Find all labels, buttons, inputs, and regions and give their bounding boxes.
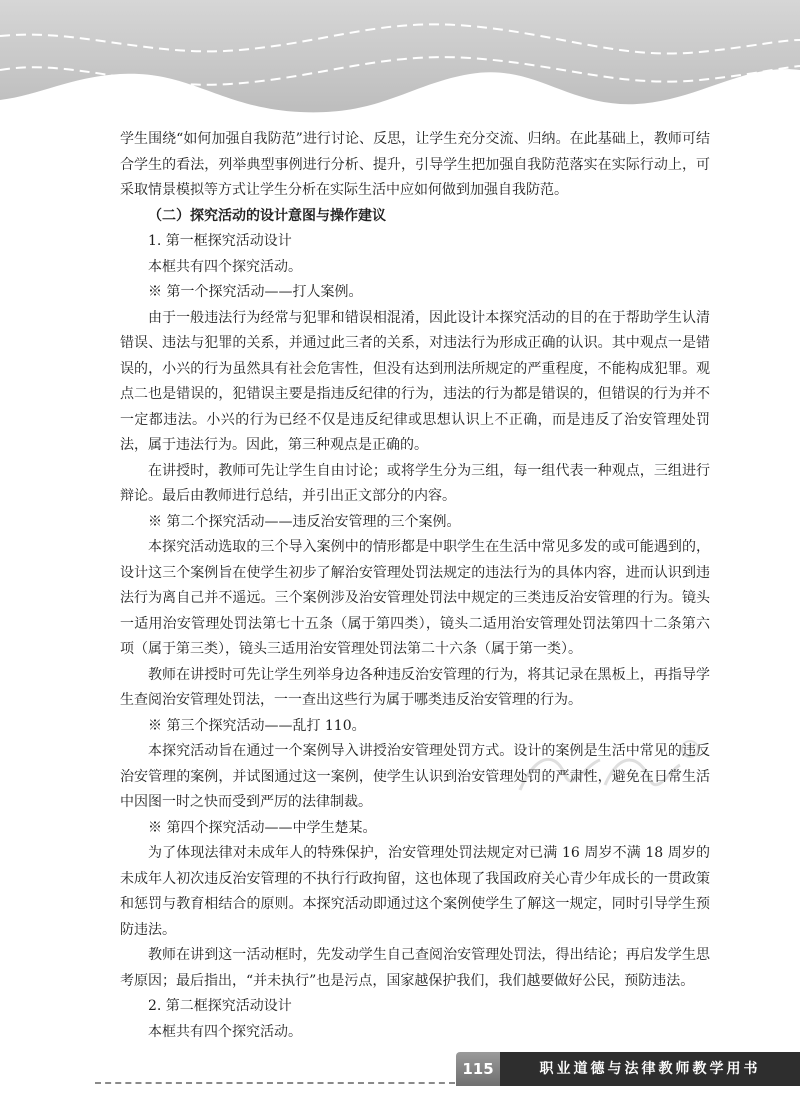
subsection-heading: 1. 第一框探究活动设计	[148, 233, 292, 249]
header-decoration	[0, 0, 800, 125]
paragraph: 由于一般违法行为经常与犯罪和错误相混淆，因此设计本探究活动的目的在于帮助学生认清错误、违法与犯罪的关系，并通过此三者的关系，对违法行为形成正确的认识。其中观点一是错误的，小兴的行为虽然具有社会危害性，但没有达到刑法所规定的严重程度，不能构成犯罪。观点二也是错误的，犯错误主要是指违反纪律的行为，违法的行为都是错误的，但错误的行为并不一定都违法。小兴的行为已经不仅是违反纪律或思想认识上不正确，而是违反了治安管理处罚法，属于违法行为。因此，第三种观点是正确的。	[120, 309, 710, 453]
paragraph: 教师在讲到这一活动框时，先发动学生自己查阅治安管理处罚法，得出结论；再启发学生思考原因；最后指出，“并未执行”也是污点，国家越保护我们，我们越要做好公民，预防违法。	[120, 947, 710, 989]
section-heading: （二）探究活动的设计意图与操作建议	[148, 207, 386, 224]
paragraph: 本框共有四个探究活动。	[148, 258, 302, 275]
page-number: 115	[456, 1052, 500, 1086]
body-text	[120, 127, 710, 1045]
activity-heading: ※ 第三个探究活动——乱打 110。	[148, 717, 366, 734]
activity-heading: ※ 第一个探究活动——打人案例。	[148, 284, 363, 300]
paragraph: 本框共有四个探究活动。	[148, 1023, 302, 1040]
paragraph: 学生围绕“如何加强自我防范”进行讨论、反思，让学生充分交流、归纳。在此基础上，教师可结合学生的看法，列举典型事例进行分析、提升，引导学生把加强自我防范落实在实际行动上，可采取情景模拟等方式让学生分析在实际生活中应如何做到加强自我防范。	[120, 131, 710, 198]
activity-heading: ※ 第二个探究活动——违反治安管理的三个案例。	[148, 513, 461, 530]
paragraph: 教师在讲授时可先让学生列举身边各种违反治安管理的行为，将其记录在黑板上，再指导学生查阅治安管理处罚法，一一查出这些行为属于哪类违反治安管理的行为。	[120, 666, 710, 708]
running-title: 职业道德与法律教师教学用书	[500, 1052, 800, 1086]
activity-heading: ※ 第四个探究活动——中学生楚某。	[148, 819, 377, 836]
footer-divider	[95, 1082, 455, 1084]
paragraph: 在讲授时，教师可先让学生自由讨论；或将学生分为三组，每一组代表一种观点，三组进行辩论。最后由教师进行总结，并引出正文部分的内容。	[120, 462, 710, 504]
paragraph: 为了体现法律对未成年人的特殊保护，治安管理处罚法规定对已满 16 周岁不满 18 周岁的未成年人初次违反治安管理的不执行行政拘留，这也体现了我国政府关心青少年成长的一贯政策和惩罚与教育相结合的原则。本探究活动即通过这个案例使学生了解这一规定，同时引导学生预防违法。	[120, 845, 710, 938]
paragraph: 本探究活动旨在通过一个案例导入讲授治安管理处罚方式。设计的案例是生活中常见的违反治安管理的案例，并试图通过这一案例，使学生认识到治安管理处罚的严肃性，避免在日常生活中因图一时之快而受到严厉的法律制裁。	[120, 743, 710, 810]
paragraph: 本探究活动选取的三个导入案例中的情形都是中职学生在生活中常见多发的或可能遇到的，设计这三个案例旨在使学生初步了解治安管理处罚法规定的违法行为的具体内容，进而认识到违法行为离自己并不遥远。三个案例涉及治安管理处罚法中规定的三类违反治安管理的行为。镜头一适用治安管理处罚法第七十五条（属于第四类），镜头二适用治安管理处罚法第四十二条第六项（属于第三类），镜头三适用治安管理处罚法第二十六条（属于第一类）。	[120, 539, 710, 657]
subsection-heading: 2. 第二框探究活动设计	[148, 998, 292, 1014]
